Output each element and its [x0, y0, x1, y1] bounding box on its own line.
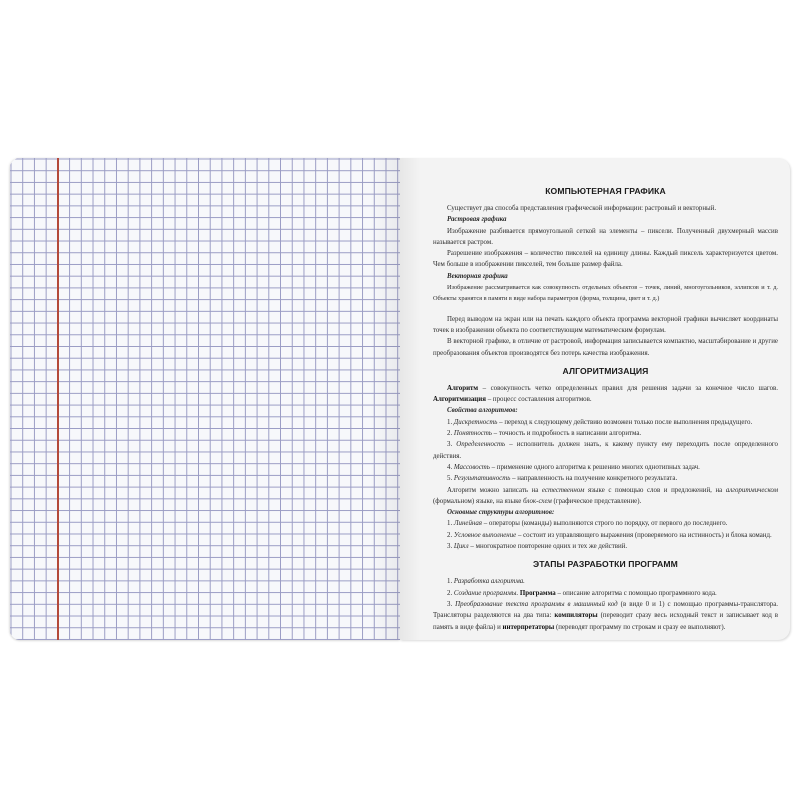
- term: блок-схем: [523, 497, 552, 505]
- structure-item: [433, 530, 778, 541]
- text: Алгоритм можно записать на: [447, 486, 542, 494]
- item-text: – многократное повторение одних и тех же действий.: [468, 543, 628, 551]
- structure-item: [433, 518, 778, 529]
- notation-paragraph: [433, 485, 778, 508]
- red-margin-line: [57, 158, 59, 640]
- item-number: 1.: [447, 520, 454, 528]
- item-text: – переход к следующему действию возможен только после выполнения предыдущего.: [497, 418, 753, 426]
- step-item: [433, 576, 778, 587]
- item-text: – применение одного алгоритма к решению многих однотипных задач.: [489, 463, 700, 471]
- paragraph: В векторной графике, в отличие от растровой, информация записывается компактно, масштабирование и другие преобразования объектов производятся без потерь качества изображения.: [433, 338, 778, 357]
- item-text: (переводят программу по строкам и сразу ее выполняют).: [554, 623, 726, 631]
- item-number: 1.: [447, 578, 454, 586]
- item-number: 3.: [447, 441, 457, 449]
- item-text: – состоит из управляющего выражения (проверяемого на истинность) и блока команд.: [516, 531, 772, 539]
- term: алгоритмическом: [725, 486, 778, 494]
- item-number: 3.: [447, 543, 454, 551]
- term: Преобразование текста программы в машинный код: [455, 600, 618, 608]
- graph-paper-page: [10, 158, 400, 640]
- term: Понятность: [453, 430, 492, 438]
- property-item: [433, 417, 778, 428]
- term-bold: компиляторы: [554, 612, 598, 620]
- item-number: 2.: [447, 589, 454, 597]
- subheading-properties: Свойства алгоритмов:: [447, 407, 518, 415]
- property-item: [433, 428, 778, 439]
- item-number: 1.: [447, 418, 454, 426]
- term: Алгоритмизация: [433, 396, 486, 404]
- item-text: – направленность на получение конкретного результата.: [510, 475, 678, 483]
- item-number: 2.: [447, 430, 454, 438]
- step-item: [433, 588, 778, 599]
- item-number: 5.: [447, 475, 454, 483]
- term: Условное выполнение: [453, 531, 517, 539]
- term: Цикл: [453, 543, 469, 551]
- subheading-structures: Основные структуры алгоритмов:: [447, 509, 555, 517]
- text: (формальном) языке, на языке: [433, 497, 524, 505]
- algorithm-definition: [433, 383, 778, 406]
- term: Дискретность: [453, 418, 498, 426]
- paragraph: Разрешение изображения – количество пикселей на единицу длины. Каждый пиксель характеризуется цветом. Чем больше в изображении пикселей, тем больше размер файла.: [433, 250, 778, 269]
- reference-page: [400, 158, 790, 640]
- paragraph: Перед выводом на экран или на печать каждого объекта программа векторной графики вычисляет координаты точек в изображении объекта по соответствующим математическим формулам.: [433, 315, 778, 334]
- paragraph: Существует два способа представления графической информации: растровый и векторный.: [447, 205, 717, 212]
- heading-algorithmization: АЛГОРИТМИЗАЦИЯ: [562, 365, 649, 376]
- definition-text: – совокупность четко определенных правил для решения задачи за конечное число шагов.: [478, 384, 778, 392]
- definition-text: – процесс составления алгоритмов.: [485, 396, 592, 404]
- term-bold: интерпретаторы: [502, 623, 555, 631]
- paragraph: Изображение разбивается прямоугольной сеткой на элементы – пиксели. Полученный двухмерный массив называется растром.: [433, 227, 778, 246]
- subheading-raster: Растровая графика: [447, 216, 507, 224]
- item-text: (в виде 0 и 1) с помощью программы-транслятора. Трансляторы разделяются на два типа:: [433, 600, 779, 620]
- item-text: – операторы (команды) выполняются строго по порядку, от первого до последнего.: [482, 520, 728, 528]
- item-number: 3.: [447, 600, 456, 608]
- heading-program-development: ЭТАПЫ РАЗРАБОТКИ ПРОГРАММ: [533, 559, 678, 570]
- term: естественном: [541, 486, 585, 494]
- paragraph: Изображение рассматривается как совокупность отдельных объектов – точек, линий, многоугольников, эллипсов и т. д. Объекты хранятся в памяти в виде набора параметров (форма, толщина, цвет и т. д.): [433, 284, 778, 303]
- term: Алгоритм: [447, 384, 479, 392]
- term: Создание программы.: [453, 589, 520, 597]
- item-text: (переводит сразу весь исходный текст и записывает код в память в виде файла) и: [433, 612, 778, 631]
- term: Массовость: [453, 463, 490, 471]
- property-item: [433, 473, 778, 484]
- item-text: – описание алгоритма с помощью программного кода.: [555, 589, 717, 597]
- text: (графическое представление).: [551, 497, 642, 505]
- subheading-vector: Векторная графика: [447, 272, 508, 280]
- property-item: [433, 439, 778, 462]
- term: Результативность: [453, 475, 511, 483]
- structure-item: [433, 541, 778, 552]
- item-text: – точность и подробность в написании алгоритма.: [491, 430, 642, 438]
- item-number: 4.: [447, 463, 454, 471]
- term: Разработка алгоритма.: [453, 578, 525, 586]
- reference-content: [433, 186, 778, 633]
- item-text: – исполнитель должен знать, к какому пункту ему переходить после определенного действия.: [433, 441, 778, 460]
- step-item: [433, 599, 778, 633]
- heading-computer-graphics: КОМПЬЮТЕРНАЯ ГРАФИКА: [545, 186, 666, 196]
- term-bold: Программа: [519, 589, 556, 597]
- notebook-spread: [10, 158, 790, 640]
- term: Линейная: [453, 520, 482, 528]
- item-number: 2.: [447, 531, 454, 539]
- term: Определенность: [456, 441, 506, 449]
- property-item: [433, 462, 778, 473]
- text: языке с помощью слов и предложений, на: [584, 486, 726, 494]
